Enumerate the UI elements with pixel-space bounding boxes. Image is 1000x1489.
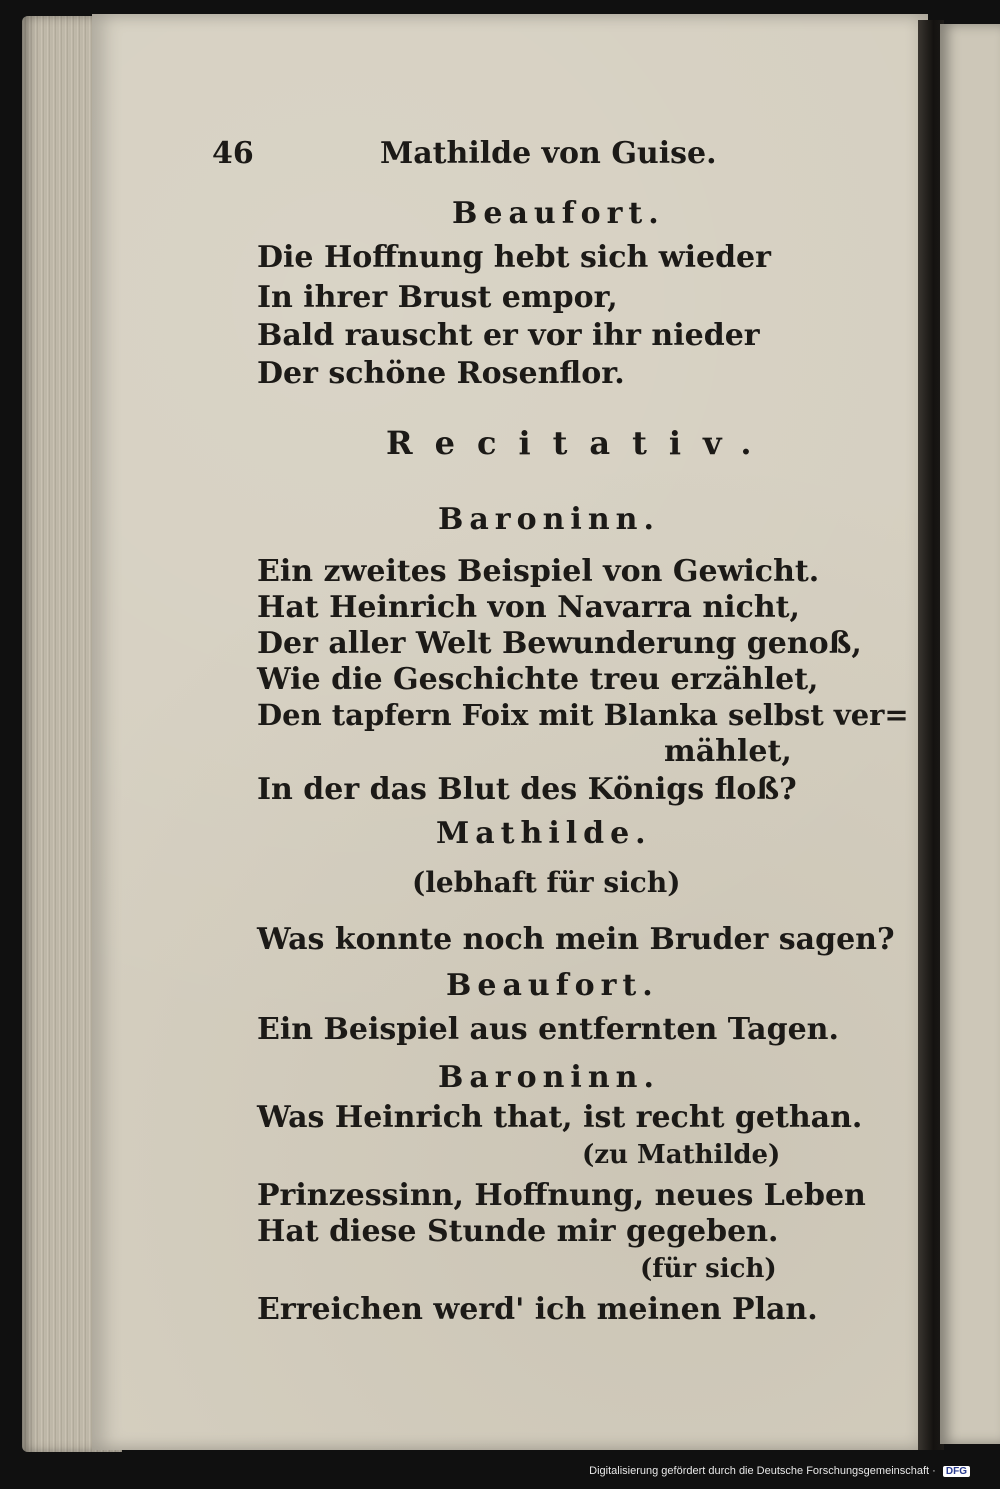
verse-line: Der schöne Rosenflor. <box>257 356 625 391</box>
dfg-logo: DFG <box>943 1466 970 1477</box>
verse-line: Ein Beispiel aus entfernten Tagen. <box>257 1012 839 1047</box>
speaker-baroninn: Baroninn. <box>438 502 660 537</box>
verse-line: Erreichen werd' ich meinen Plan. <box>257 1292 818 1327</box>
stage-direction: (zu Mathilde) <box>582 1140 781 1170</box>
digitization-credit <box>589 1465 970 1477</box>
verse-line: Die Hoffnung hebt sich wieder <box>257 240 771 275</box>
verse-line: In ihrer Brust empor, <box>257 280 618 315</box>
speaker-mathilde: Mathilde. <box>436 816 652 851</box>
facing-page-edge <box>940 24 1000 1444</box>
section-title: Recitativ. <box>386 424 774 462</box>
speaker-baroninn: Baroninn. <box>438 1060 660 1095</box>
verse-line: Hat diese Stunde mir gegeben. <box>257 1214 779 1249</box>
speaker-beaufort: Beaufort. <box>446 968 659 1003</box>
verse-line: Prinzessinn, Hoffnung, neues Leben <box>257 1178 866 1213</box>
verse-line: Ein zweites Beispiel von Gewicht. <box>257 554 820 589</box>
running-title: Mathilde von Guise. <box>380 136 717 171</box>
verse-line-continuation: mählet, <box>664 734 792 769</box>
verse-line: Hat Heinrich von Navarra nicht, <box>257 590 800 625</box>
verse-line: Den tapfern Foix mit Blanka selbst ver= <box>257 698 909 732</box>
verse-line: Wie die Geschichte treu erzählet, <box>257 662 819 697</box>
page-number: 46 <box>212 136 254 171</box>
verse-line: Bald rauscht er vor ihr nieder <box>257 318 760 353</box>
verse-line: Der aller Welt Bewunderung genoß, <box>257 626 862 661</box>
verse-line: In der das Blut des Königs floß? <box>257 772 797 807</box>
stage-direction: (lebhaft für sich) <box>412 866 681 899</box>
speaker-beaufort: Beaufort. <box>452 196 665 231</box>
stage-direction: (für sich) <box>640 1254 777 1284</box>
verse-line: Was Heinrich that, ist recht gethan. <box>257 1100 863 1135</box>
verse-line: Was konnte noch mein Bruder sagen? <box>257 922 895 957</box>
credit-text: Digitalisierung gefördert durch die Deutsche Forschungsgemeinschaft · <box>589 1465 936 1477</box>
